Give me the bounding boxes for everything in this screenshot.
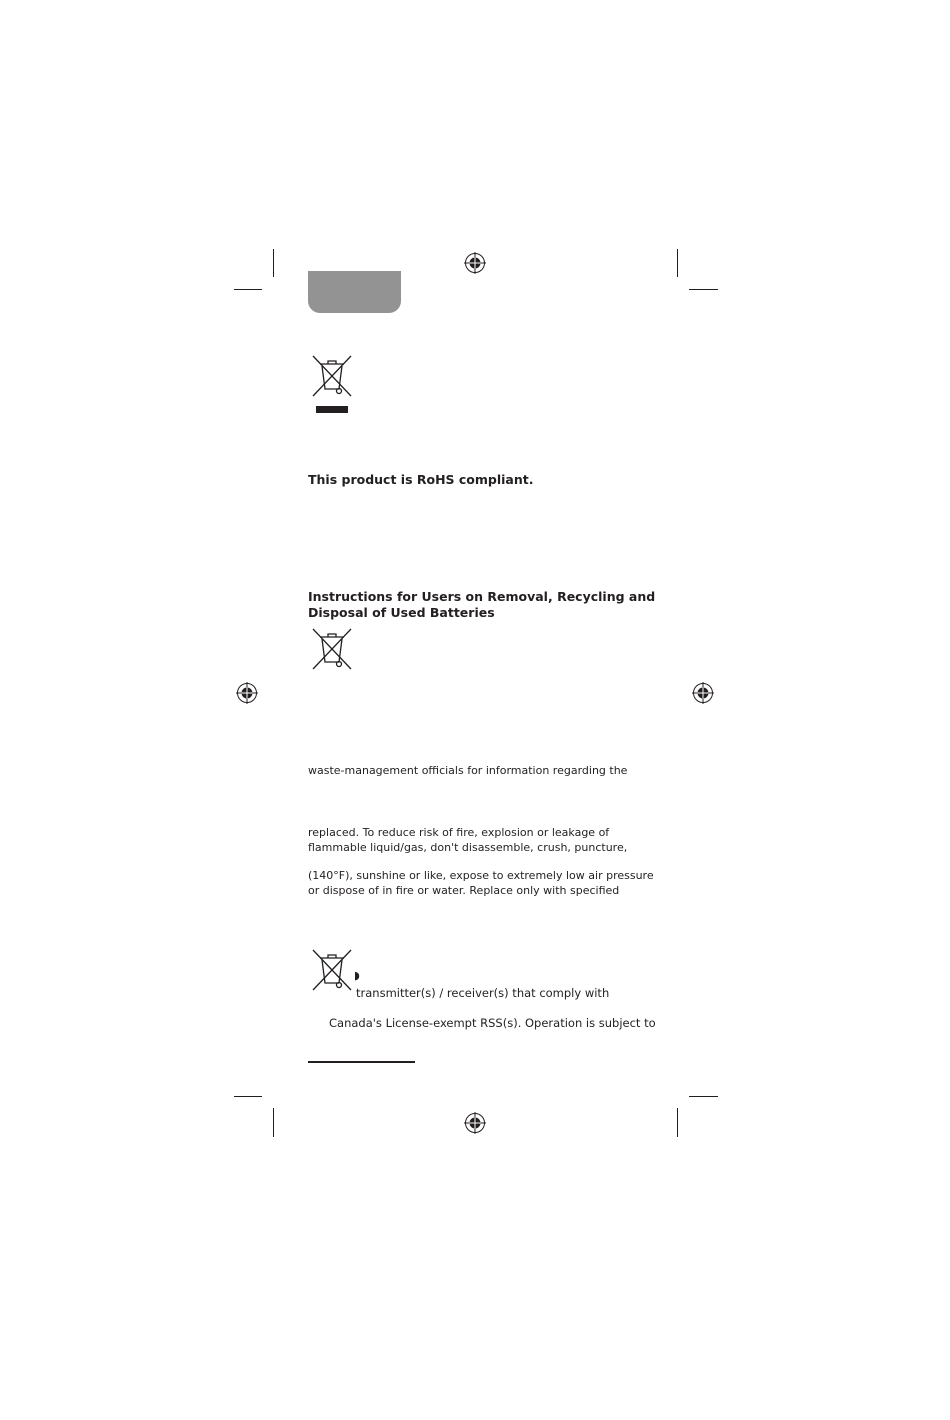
rohs-statement: This product is RoHS compliant. <box>308 472 534 487</box>
crop-mark-bottom-right-vertical <box>677 1108 678 1137</box>
half-circle-bullet-icon: ◗ <box>354 969 360 982</box>
crop-mark-top-right-vertical <box>677 249 678 277</box>
body-text-line: flammable liquid/gas, don't disassemble, crush, puncture, <box>308 841 628 854</box>
crop-mark-bottom-right-horizontal <box>689 1096 718 1097</box>
battery-disposal-heading <box>308 589 655 621</box>
body-text-line: or dispose of in fire or water. Replace only with specified <box>308 884 620 897</box>
crop-mark-top-left-vertical <box>273 249 274 277</box>
crossed-out-wheelie-bin-icon <box>311 627 353 671</box>
body-text-line: (140°F), sunshine or like, expose to extremely low air pressure <box>308 869 654 882</box>
body-text-line: replaced. To reduce risk of fire, explosion or leakage of <box>308 826 610 839</box>
ised-text-line: Canada's License-exempt RSS(s). Operation is subject to <box>329 1016 656 1030</box>
crop-mark-top-left-horizontal <box>234 289 262 290</box>
crop-mark-bottom-left-horizontal <box>234 1096 262 1097</box>
registration-mark-icon <box>236 682 258 704</box>
body-text-line: waste-management officials for information regarding the <box>308 764 628 777</box>
ised-text-line: transmitter(s) / receiver(s) that comply with <box>356 986 610 1000</box>
heading-line: Disposal of Used Batteries <box>308 605 495 620</box>
crossed-out-wheelie-bin-icon <box>311 354 353 416</box>
registration-mark-icon <box>464 252 486 274</box>
crop-mark-top-right-horizontal <box>689 289 718 290</box>
section-tab <box>308 271 401 313</box>
footnote-rule <box>308 1061 415 1063</box>
registration-mark-icon <box>692 682 714 704</box>
registration-mark-icon <box>464 1112 486 1134</box>
crop-mark-bottom-left-vertical <box>273 1108 274 1137</box>
crossed-out-wheelie-bin-icon <box>311 948 353 992</box>
heading-line: Instructions for Users on Removal, Recycling and <box>308 589 656 604</box>
